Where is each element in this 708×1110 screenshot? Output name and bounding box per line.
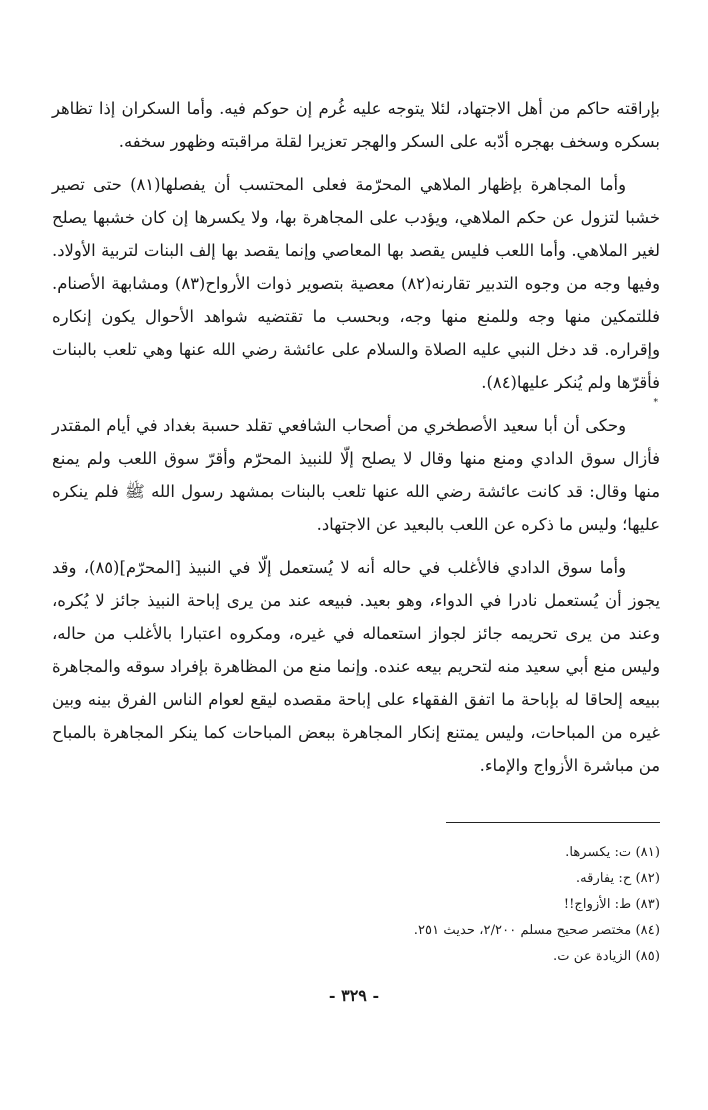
footnotes-list	[52, 840, 660, 970]
paragraph-4: وأما سوق الدادي فالأغلب في حاله أنه لا يُستعمل إلّا في النبيذ [المحرّم](٨٥)، وقد يجوز أن يُستعمل نادرا في الدواء، وهو بعيد. فبيعه عند من يرى إباحة النبيذ جائز لا يُكره، وعند من يرى تحريمه جائز لجواز استعماله في غيره، ومكروه اعتبارا بالأغلب من حاله، وليس منع أبي سعيد منه لتحريم بيعه عنده. وإنما منع من المظاهرة بإفراد سوقه والمجاهرة ببيعه إلحاقا له بإباحة ما اتفق الفقهاء على إباحة مقصده ليقع لعوام الناس الفرق بينه وبين غيره من المباحات، وليس يمتنع إنكار المجاهرة ببعض المباحات كما ينكر المجاهرة بالمباح من مباشرة الأزواج والإماء.	[52, 558, 660, 775]
paragraph-2: وأما المجاهرة بإظهار الملاهي المحرّمة فعلى المحتسب أن يفصلها(٨١) حتى تصير خشبا لتزول عن حكم الملاهي، ويؤدب على المجاهرة بها، ولا يكسرها إن كان خشبها يصلح لغير الملاهي. وأما اللعب فليس يقصد بها المعاصي وإنما يقصد بها إلف البنات لتربية الأولاد. وفيها وجه من وجوه التدبير تقارنه(٨٢) معصية بتصوير ذوات الأرواح(٨٣) ومشابهة الأصنام. فللتمكين منها وجه وللمنع منها وجه، وبحسب ما تقتضيه شواهد الأحوال يكون إنكاره وإقراره. قد دخل النبي عليه الصلاة والسلام على عائشة رضي الله عنها وهي تلعب بالبنات فأقرّها ولم يُنكر عليها(٨٤).	[52, 175, 660, 392]
footnote-81: (٨١) ت: يكسرها.	[565, 845, 660, 860]
body-text	[52, 92, 660, 782]
footnote-85: (٨٥) الزيادة عن ت.	[553, 949, 660, 964]
paragraph-1: بإراقته حاكم من أهل الاجتهاد، لئلا يتوجه عليه غُرم إن حوكم فيه. وأما السكران إذا تظاهر بسكره وسخف بهجره أدّبه على السكر والهجر تعزيرا لقلة مراقبته وظهور سخفه.	[52, 99, 660, 151]
footnote-divider	[446, 822, 660, 823]
margin-star-mark: *	[653, 398, 658, 408]
paragraph-3: وحكى أن أبا سعيد الأصطخري من أصحاب الشافعي تقلد حسبة بغداد في أيام المقتدر فأزال سوق الدادي ومنع منها وقال لا يصلح إلّا للنبيذ المحرّم وأقرّ سوق اللعب ولم يمنع منها وقال: قد كانت عائشة رضي الله عنها تلعب بالبنات بمشهد رسول الله ﷺ فلم ينكره عليها؛ وليس ما ذكره عن اللعب بالبعيد عن الاجتهاد.	[52, 416, 660, 534]
footnote-82: (٨٢) ح: يفارقه.	[575, 871, 660, 886]
footnote-83: (٨٣) ط: الأزواج!!	[563, 897, 660, 912]
page-number: - ٣٢٩ -	[328, 986, 380, 1005]
footnote-84: (٨٤) مختصر صحيح مسلم ٢/٢٠٠، حديث ٢٥١.	[413, 923, 660, 938]
